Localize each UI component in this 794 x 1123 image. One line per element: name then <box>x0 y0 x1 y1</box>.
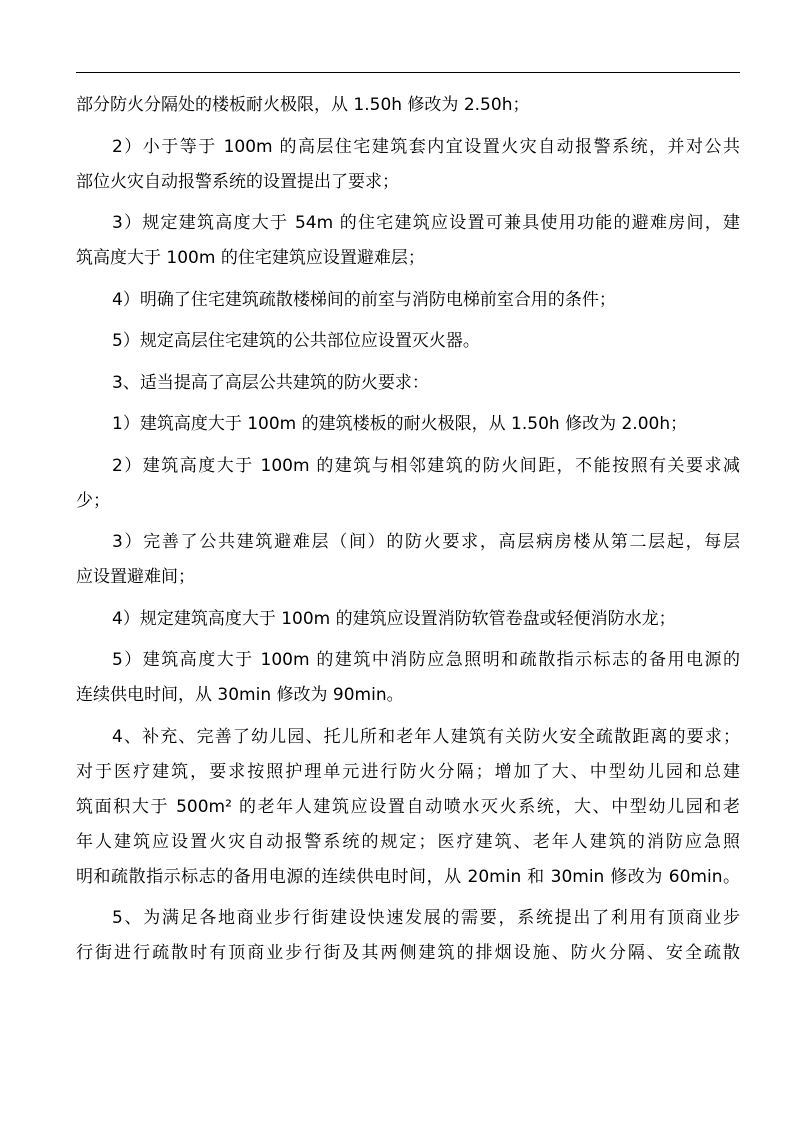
text-line: 4）规定建筑高度大于 100m 的建筑应设置消防软管卷盘或轻便消防水龙； <box>112 608 676 629</box>
text-line: 5）建筑高度大于 100m 的建筑中消防应急照明和疏散指示标志的备用电源的 <box>112 650 740 670</box>
text-line: 连续供电时间，从 30min 修改为 90min。 <box>76 685 404 705</box>
text-line: 部位火灾自动报警系统的设置提出了要求； <box>76 171 399 192</box>
text-line: 1）建筑高度大于 100m 的建筑楼板的耐火极限，从 1.50h 修改为 2.00h； <box>112 414 688 434</box>
text-line: 5）规定高层住宅建筑的公共部位应设置灭火器。 <box>112 331 480 351</box>
text-line: 应设置避难间； <box>76 567 195 587</box>
text-line: 2）建筑高度大于 100m 的建筑与相邻建筑的防火间距，不能按照有关要求减 <box>112 455 740 476</box>
text-line: 4、补充、完善了幼儿园、托儿所和老年人建筑有关防火安全疏散距离的要求； <box>112 726 740 747</box>
text-line: 年人建筑应设置火灾自动报警系统的规定；医疗建筑、老年人建筑的消防应急照 <box>76 831 740 852</box>
text-line: 3）规定建筑高度大于 54m 的住宅建筑应设置可兼具使用功能的避难房间，建 <box>112 213 740 233</box>
text-line: 3）完善了公共建筑避难层（间）的防火要求，高层病房楼从第二层起，每层 <box>112 532 740 552</box>
text-line: 2）小于等于 100m 的高层住宅建筑套内宜设置火灾自动报警系统，并对公共 <box>112 136 740 157</box>
text-line: 筑面积大于 500m² 的老年人建筑应设置自动喷水灭火系统，大、中型幼儿园和老 <box>76 796 740 817</box>
text-line: 对于医疗建筑，要求按照护理单元进行防火分隔；增加了大、中型幼儿园和总建 <box>76 761 740 782</box>
text-line: 4）明确了住宅建筑疏散楼梯间的前室与消防电梯前室合用的条件； <box>112 289 616 310</box>
text-line: 5、为满足各地商业步行街建设快速发展的需要，系统提出了利用有顶商业步 <box>112 908 740 928</box>
text-line: 部分防火分隔处的楼板耐火极限，从 1.50h 修改为 2.50h； <box>76 95 530 115</box>
text-line: 3、适当提高了高层公共建筑的防火要求： <box>112 372 429 393</box>
document-body <box>76 88 740 971</box>
text-line: 筑高度大于 100m 的住宅建筑应设置避难层； <box>76 248 425 268</box>
header-rule <box>76 72 740 73</box>
text-line: 少； <box>76 490 110 511</box>
text-line: 明和疏散指示标志的备用电源的连续供电时间，从 20min 和 30min 修改为 60min。 <box>76 866 740 887</box>
text-line: 行街进行疏散时有顶商业步行街及其两侧建筑的排烟设施、防火分隔、安全疏散 <box>76 943 740 963</box>
